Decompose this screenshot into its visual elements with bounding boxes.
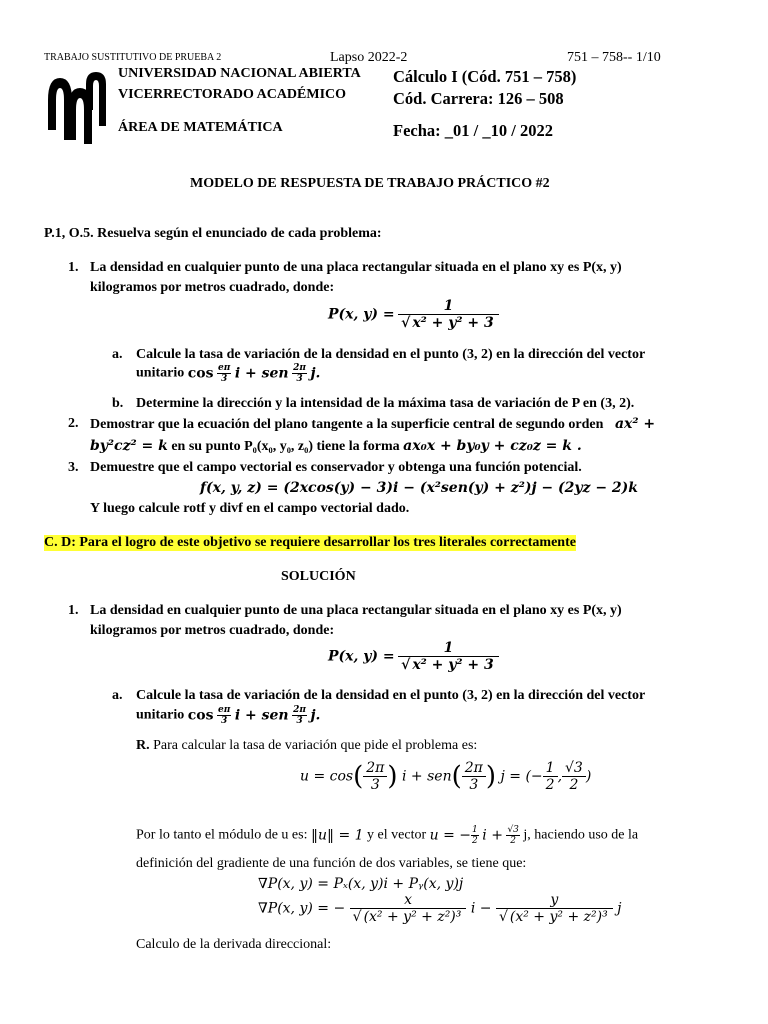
formula-P-solution-den: x² + y² + 3 [412, 657, 494, 673]
p2-line1-text: Demostrar que la ecuación del plano tangente a la superficie central de segundo orden [90, 417, 604, 432]
p2-line1 [90, 416, 655, 433]
p3-formula: f(x, y, z) = (2xcos(y) − 3)i − (x²sen(y) + z²)j − (2yz − 2)k [200, 480, 638, 496]
mod-line [136, 825, 638, 846]
mod-text3: j, haciendo uso de la [523, 827, 639, 843]
formula-P [328, 298, 499, 331]
s1-line1: La densidad en cualquier punto de una placa rectangular situada en el plano xy es P(x, y) [90, 603, 622, 618]
u-c2-den: 2 [569, 777, 579, 793]
pa-prefix: unitario [136, 365, 185, 381]
mod-text2: y el vector [367, 827, 427, 843]
sa-label: a. [112, 688, 123, 703]
u-frac2-den: 3 [469, 777, 479, 793]
r-label: R. [136, 738, 150, 753]
grad2-frac1: $\frac{x}{\text{√ (x² + y² + z²)³}}$ [350, 892, 467, 925]
def-line: definición del gradiente de una función de dos variables, se tiene que: [136, 856, 527, 871]
sa-frac2 [292, 705, 307, 726]
header-lapso: Lapso 2022-2 [330, 50, 408, 65]
grad2-left: ∇P(x, y) = − [258, 900, 346, 917]
grad2-den2: (x² + y² + z²)³ [509, 909, 608, 925]
p1-number: 1. [68, 260, 79, 275]
p2-number: 2. [68, 416, 79, 431]
mod-math: ‖u‖ = 1 [310, 827, 364, 844]
grad2-num1: x [350, 892, 467, 909]
u-close: ) [585, 768, 592, 785]
mod-vec-mid: i + [482, 827, 503, 844]
r-text: Para calcular la tasa de variación que pide el problema es: [153, 738, 478, 753]
calc-line: Calculo de la derivada direccional: [136, 937, 332, 952]
exam-date: Fecha: _01 / _10 / 2022 [393, 121, 553, 140]
pa-mid: i + sen [234, 365, 289, 382]
u-c1-den: 2 [545, 777, 555, 793]
formula-P-solution-num: 1 [398, 640, 499, 657]
sa-frac2-den: 3 [296, 716, 303, 726]
p2-line2-math2: ax₀x + by₀y + cz₀z = k . [403, 438, 582, 454]
sa-end: j. [310, 707, 321, 724]
formula-P-num: 1 [398, 298, 499, 315]
intro-line: P.1, O.5. Resuelva según el enunciado de cada problema: [44, 226, 382, 241]
p1-line1: La densidad en cualquier punto de una placa rectangular situada en el plano xy es P(x, y) [90, 260, 622, 275]
s1-line2: kilogramos por metros cuadrado, donde: [90, 623, 335, 638]
una-logo [44, 70, 110, 146]
university-name: UNIVERSIDAD NACIONAL ABIERTA [118, 66, 361, 81]
u-frac1-num: 2π [363, 760, 387, 777]
page-title: MODELO DE RESPUESTA DE TRABAJO PRÁCTICO #2 [190, 176, 550, 191]
sa-frac1-num: eπ [217, 705, 231, 715]
mod-text1: Por lo tanto el módulo de u es: [136, 827, 308, 843]
u-c2-num: √3 [562, 760, 586, 777]
mod-frac1-den: 2 [472, 836, 478, 846]
header-left: TRABAJO SUSTITUTIVO DE PRUEBA 2 [44, 52, 222, 63]
pa-line2 [136, 363, 320, 384]
u-frac2 [462, 760, 486, 793]
grad2-frac2: $\frac{y}{\text{√ (x² + y² + z²)³}}$ [496, 892, 613, 925]
p2-line2-text: en su punto P₀(x₀, y₀, z₀) tiene la forma [171, 439, 400, 454]
pa-frac2-num: 2π [293, 363, 306, 373]
r-line [136, 738, 477, 754]
sa-line1: Calcule la tasa de variación de la densidad en el punto (3, 2) en la dirección del vector [136, 688, 646, 703]
sa-frac1 [217, 705, 231, 726]
u-frac2-num: 2π [462, 760, 486, 777]
grad2-den1: (x² + y² + z²)³ [363, 909, 462, 925]
grad2-num2: y [496, 892, 613, 909]
mod-frac1 [471, 825, 479, 846]
sa-frac1-den: 3 [221, 716, 228, 726]
criterion-highlight: C. D: Para el logro de este objetivo se requiere desarrollar los tres literales correctamente [44, 535, 576, 550]
header-page: 751 – 758-- 1/10 [567, 50, 661, 65]
formula-P-solution-frac: $\frac{1}{\text{√ x² + y² + 3}}$ [398, 640, 499, 673]
pa-label: a. [112, 347, 123, 362]
p1-line2: kilogramos por metros cuadrado, donde: [90, 280, 335, 295]
sa-mid: i + sen [234, 707, 289, 724]
solution-heading: SOLUCIÓN [281, 569, 356, 584]
grad2-mid: i − [470, 900, 492, 917]
course-title: Cálculo I (Cód. 751 – 758) [393, 67, 577, 86]
mod-frac2 [506, 825, 519, 846]
u-c1-num: 1 [543, 760, 558, 777]
u-mid: i + sen [401, 768, 452, 785]
grad1: ∇P(x, y) = Pₓ(x, y)i + Pᵧ(x, y)j [258, 876, 464, 892]
mod-frac2-num: √3 [507, 825, 519, 835]
formula-P-solution-left: P(x, y) = [328, 648, 395, 665]
sa-line2 [136, 705, 320, 726]
p2-line2 [90, 438, 582, 455]
pb-label: b. [112, 396, 124, 411]
sa-cos: cos [187, 707, 214, 724]
area: ÁREA DE MATEMÁTICA [118, 120, 283, 135]
pa-line1: Calcule la tasa de variación de la densidad en el punto (3, 2) en la dirección del vector [136, 347, 646, 362]
grad2-end: j [617, 900, 622, 917]
p3-number: 3. [68, 460, 79, 475]
mod-frac1-num: 1 [472, 825, 478, 835]
pa-frac2-den: 3 [296, 374, 303, 384]
u-after: j = (− [500, 768, 543, 785]
formula-P-solution [328, 640, 499, 673]
pa-frac2 [292, 363, 307, 384]
formula-P-left: P(x, y) = [328, 306, 395, 323]
formula-P-den: x² + y² + 3 [412, 315, 494, 331]
u-eq-left: u = cos [300, 768, 354, 785]
u-equation: u = cos( $\frac{2\pi}{3}$ ) i + sen( $\frac{2\pi}{3}$ ) j = (− $\frac{1}{2}$ , $\frac{√3}{2}$ ) [300, 760, 592, 793]
vicerrectorado: VICERRECTORADO ACADÉMICO [118, 87, 347, 102]
mod-frac2-den: 2 [510, 836, 517, 846]
pb-text: Determine la dirección y la intensidad de la máxima tasa de variación de P en (3, 2). [136, 396, 635, 411]
pa-end: j. [310, 365, 321, 382]
s1-number: 1. [68, 603, 79, 618]
u-c1 [543, 760, 558, 793]
pa-cos: cos [187, 365, 214, 382]
sa-prefix: unitario [136, 707, 185, 723]
pa-frac1 [217, 363, 231, 384]
p2-line1-math: ax² + [614, 416, 656, 432]
u-c2 [562, 760, 586, 793]
u-frac1-den: 3 [370, 777, 380, 793]
p3-text: Demuestre que el campo vectorial es conservador y obtenga una función potencial. [90, 460, 582, 475]
grad2 [258, 892, 622, 925]
formula-P-frac: $\frac{1}{\text{√ x² + y² + 3}}$ [398, 298, 499, 331]
sa-frac2-num: 2π [293, 705, 306, 715]
p3-after: Y luego calcule rotf y divf en el campo vectorial dado. [90, 501, 410, 516]
pa-frac1-num: eπ [217, 363, 231, 373]
u-sep: , [557, 768, 563, 785]
p2-line2-math1: by²cz² = k [90, 438, 168, 454]
u-frac1 [363, 760, 387, 793]
pa-frac1-den: 3 [221, 374, 228, 384]
mod-vec: u = − [429, 827, 472, 844]
career-code: Cód. Carrera: 126 – 508 [393, 89, 564, 108]
